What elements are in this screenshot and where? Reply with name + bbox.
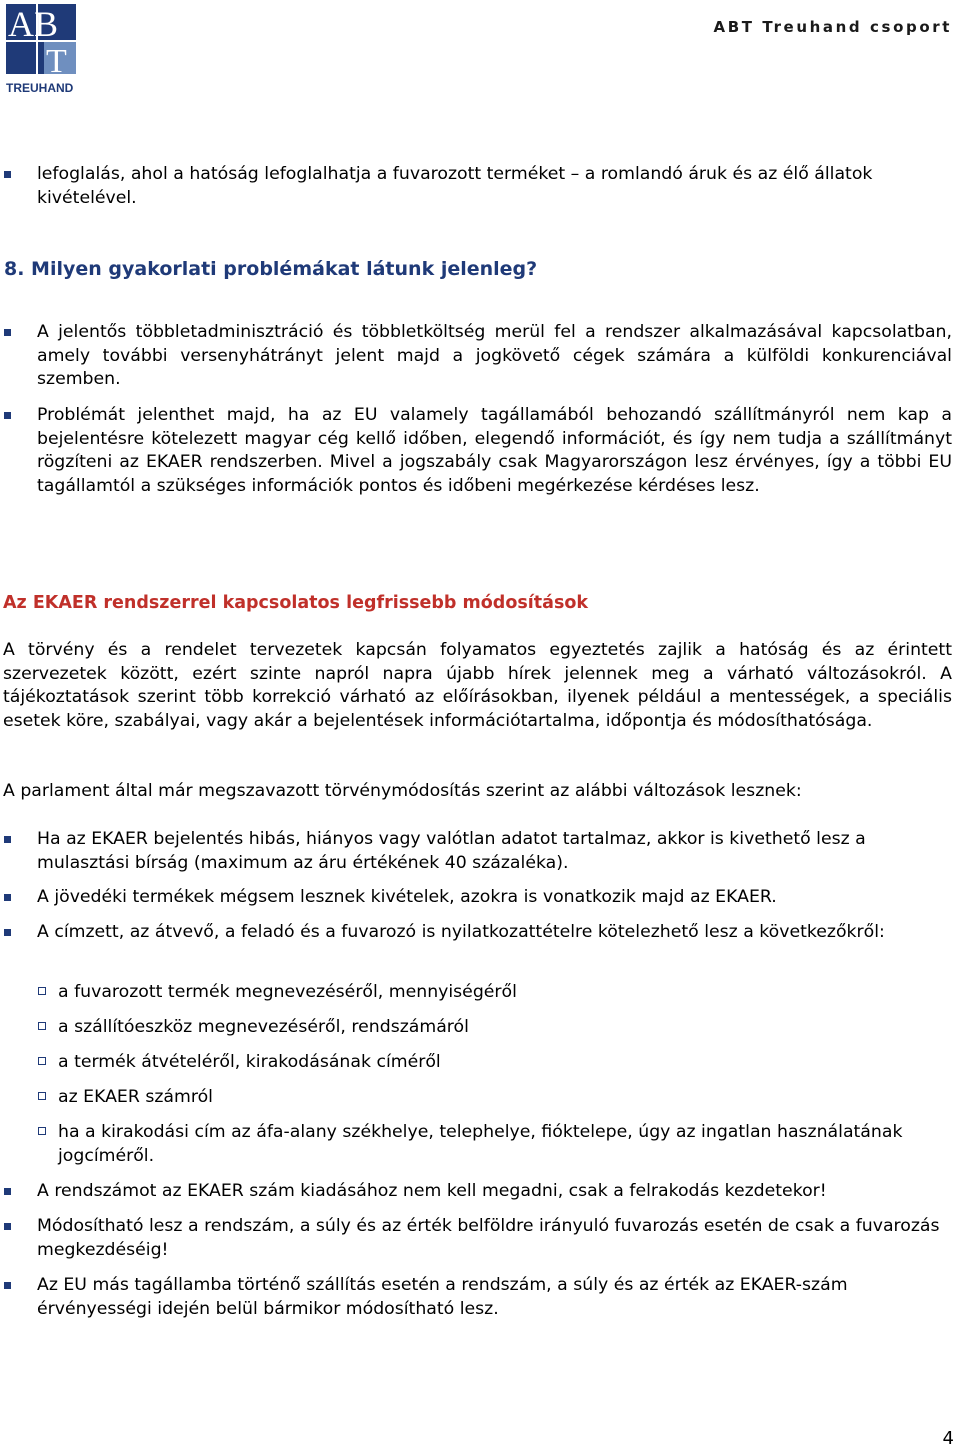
list-item-text: A jövedéki termékek mégsem lesznek kivételek, azokra is vonatkozik majd az EKAER. bbox=[37, 887, 777, 907]
list-item-text: A címzett, az átvevő, a feladó és a fuvarozó is nyilatkozattételre kötelezhető lesz a következőkről: bbox=[37, 922, 885, 942]
hollow-square-bullet-icon bbox=[38, 1127, 46, 1135]
list-item-text: Módosítható lesz a rendszám, a súly és az érték belföldre irányuló fuvarozás esetén de csak a fuvarozás megkezdéséig! bbox=[37, 1216, 940, 1260]
logo-letter-t: T bbox=[46, 43, 67, 80]
list-item-text: Az EU más tagállamba történő szállítás esetén a rendszám, a súly és az érték az EKAER-szám érvényességi idején belül bármikor módosítható lesz. bbox=[37, 1275, 848, 1319]
bullet-icon bbox=[4, 171, 11, 178]
bullet-icon bbox=[4, 836, 11, 843]
bullet-icon bbox=[4, 1223, 11, 1230]
logo-word-treuhand: TREUHAND bbox=[6, 81, 74, 95]
sub-list-item-text: ha a kirakodási cím az áfa-alany székhelye, telephelye, fióktelepe, úgy az ingatlan használatának jogcíméről. bbox=[58, 1122, 903, 1166]
updates-paragraph: A törvény és a rendelet tervezetek kapcsán folyamatos egyeztetés zajlik a hatóság és az érintett szervezetek között, ezért szinte napról napra újabb hírek jelennek meg a várható változásokról. A tájékoztatások szerint több korrekció várható az előírásokban, ilyenek például a mentességek, a speciális esetek köre, szabályai, vagy akár a bejelentések információtartalma, időpontja és módosíthatósága. bbox=[3, 640, 952, 731]
bullet-icon bbox=[4, 894, 11, 901]
sub-list-item-text: a termék átvételéről, kirakodásának címéről bbox=[58, 1052, 441, 1072]
abt-treuhand-logo bbox=[4, 2, 78, 96]
hollow-square-bullet-icon bbox=[38, 1092, 46, 1100]
sub-list-item-text: a fuvarozott termék megnevezéséről, mennyiségéről bbox=[58, 982, 517, 1002]
list-item-text: Ha az EKAER bejelentés hibás, hiányos vagy valótlan adatot tartalmaz, akkor is kivethető lesz a mulasztási bírság (maximum az áru értékének 40 százaléka). bbox=[37, 829, 866, 873]
list-item-text: lefoglalás, ahol a hatóság lefoglalhatja a fuvarozott terméket – a romlandó áruk és az élő állatok kivételével. bbox=[37, 164, 873, 208]
list-item-text: A jelentős többletadminisztráció és többletköltség merül fel a rendszer alkalmazásával kapcsolatban, amely további versenyhátrányt jelent majd a jogkövető cégek számára a külföldi konkurenciával szemben. bbox=[37, 322, 952, 390]
bullet-icon bbox=[4, 412, 11, 419]
list-item-text: Problémát jelenthet majd, ha az EU valamely tagállamából behozandó szállítmányról nem kap a bejelentésre kötelezett magyar cég kellő időben, elegendő információt, és így nem tudja a szállítmányt rögzíteni az EKAER rendszerben. Mivel a jogszabály csak Magyarországon lesz érvényes, így a többi EU tagállamtól a szükséges információk pontos és időbeni megérkezése kérdéses lesz. bbox=[37, 405, 952, 496]
bullet-icon bbox=[4, 1282, 11, 1289]
header-company-name: ABT Treuhand csoport bbox=[713, 18, 952, 36]
logo-letters-ab: AB bbox=[8, 4, 59, 44]
sub-list-item-text: az EKAER számról bbox=[58, 1087, 213, 1107]
bullet-icon bbox=[4, 929, 11, 936]
list-item-text: A rendszámot az EKAER szám kiadásához nem kell megadni, csak a felrakodás kezdetekor! bbox=[37, 1181, 827, 1201]
section-8-heading: 8. Milyen gyakorlati problémákat látunk jelenleg? bbox=[4, 258, 538, 280]
page-number: 4 bbox=[942, 1428, 954, 1449]
bullet-icon bbox=[4, 1188, 11, 1195]
updates-heading: Az EKAER rendszerrel kapcsolatos legfrissebb módosítások bbox=[3, 593, 589, 613]
bullet-icon bbox=[4, 329, 11, 336]
changes-intro: A parlament által már megszavazott törvénymódosítás szerint az alábbi változások lesznek: bbox=[3, 781, 802, 801]
hollow-square-bullet-icon bbox=[38, 1022, 46, 1030]
hollow-square-bullet-icon bbox=[38, 1057, 46, 1065]
sub-list-item-text: a szállítóeszköz megnevezéséről, rendszámáról bbox=[58, 1017, 469, 1037]
hollow-square-bullet-icon bbox=[38, 987, 46, 995]
